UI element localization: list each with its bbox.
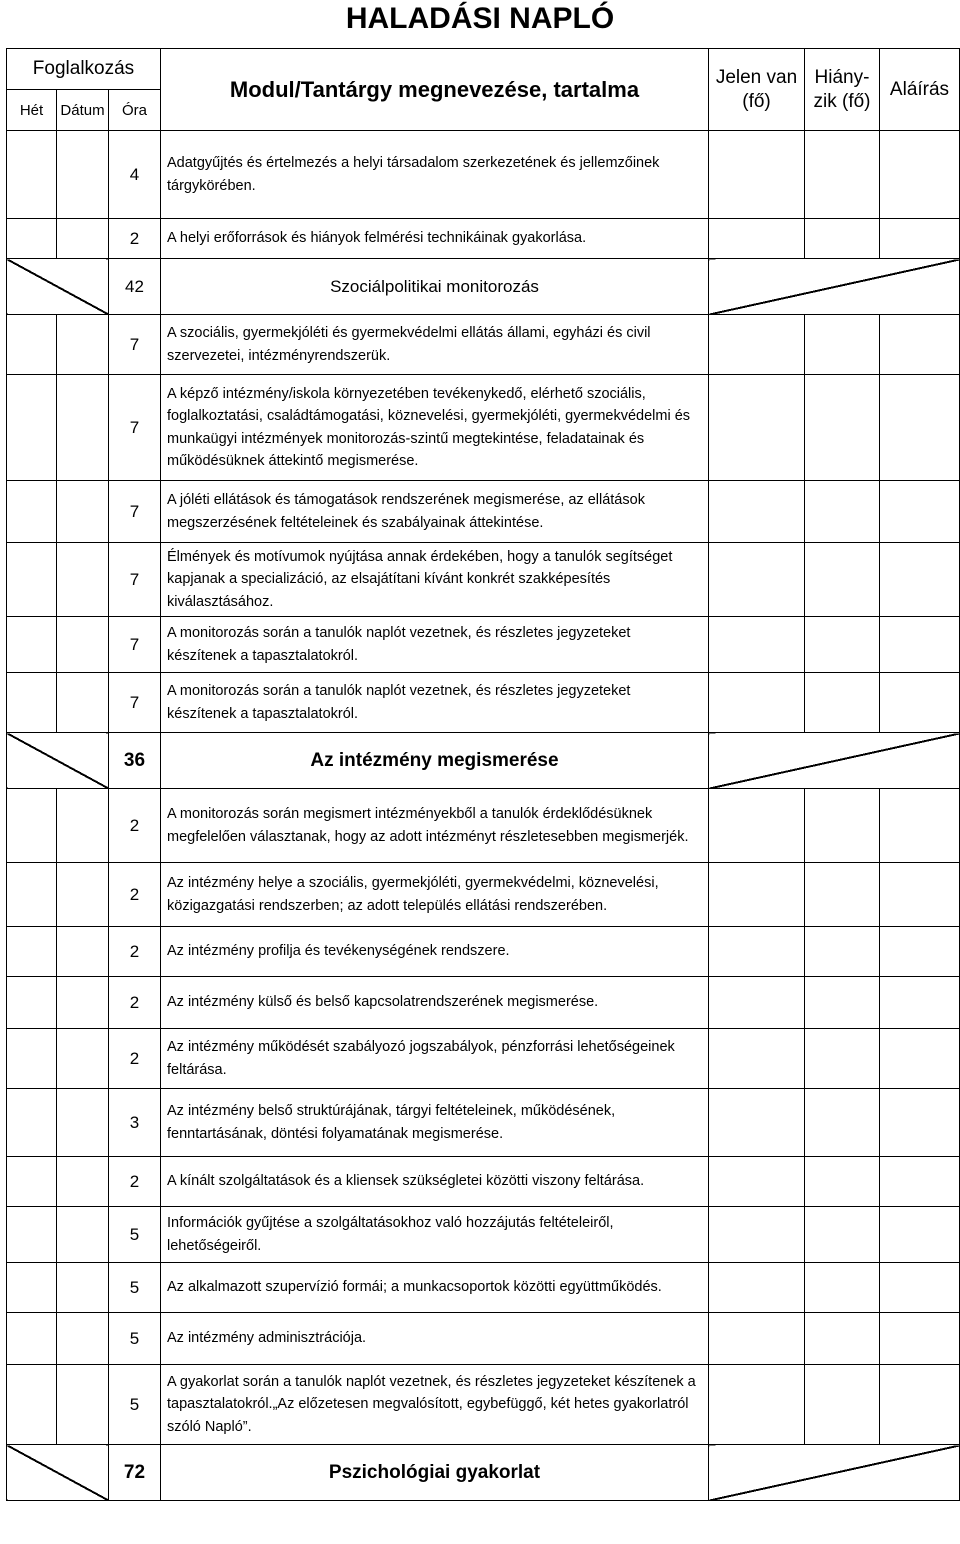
subject-cell: A monitorozás során megismert intézményekből a tanulók érdeklődésüknek megfelelően választanak, hogy az adott intézményt részletesebben megismerjék. <box>161 789 709 863</box>
week-cell[interactable] <box>7 1313 57 1365</box>
week-cell[interactable] <box>7 927 57 977</box>
absent-count-cell[interactable] <box>805 617 880 673</box>
date-cell[interactable] <box>57 1365 109 1445</box>
week-cell[interactable] <box>7 315 57 375</box>
section-diagonal-right <box>709 259 960 315</box>
table-row <box>7 219 960 259</box>
subject-cell: Az intézmény működését szabályozó jogszabályok, pénzforrási lehetőségeinek feltárása. <box>161 1029 709 1089</box>
table-row <box>7 131 960 219</box>
section-diagonal-right <box>709 733 960 789</box>
table-row <box>7 375 960 481</box>
hours-cell: 7 <box>109 543 161 617</box>
absent-count-cell[interactable] <box>805 375 880 481</box>
week-cell[interactable] <box>7 1207 57 1263</box>
hours-cell: 7 <box>109 315 161 375</box>
absent-count-cell[interactable] <box>805 543 880 617</box>
absent-count-cell[interactable] <box>805 219 880 259</box>
hours-cell: 7 <box>109 673 161 733</box>
table-row <box>7 927 960 977</box>
subject-cell: Az intézmény belső struktúrájának, tárgyi feltételeinek, működésének, fenntartásának, döntési folyamatának megismerése. <box>161 1089 709 1157</box>
absent-count-cell[interactable] <box>805 789 880 863</box>
date-cell[interactable] <box>57 315 109 375</box>
date-cell[interactable] <box>57 1263 109 1313</box>
table-row <box>7 1089 960 1157</box>
date-cell[interactable] <box>57 617 109 673</box>
present-count-cell[interactable] <box>709 1263 805 1313</box>
present-count-cell[interactable] <box>709 219 805 259</box>
page-title: HALADÁSI NAPLÓ <box>345 2 615 35</box>
present-count-cell[interactable] <box>709 1089 805 1157</box>
present-count-cell[interactable] <box>709 977 805 1029</box>
week-cell[interactable] <box>7 673 57 733</box>
section-header-row <box>7 259 960 315</box>
table-row <box>7 863 960 927</box>
hours-cell: 2 <box>109 1029 161 1089</box>
hours-cell: 3 <box>109 1089 161 1157</box>
present-count-cell[interactable] <box>709 481 805 543</box>
week-cell[interactable] <box>7 1263 57 1313</box>
date-cell[interactable] <box>57 1089 109 1157</box>
subject-cell: A monitorozás során a tanulók naplót vezetnek, és részletes jegyzeteket készítenek a tapasztalatokról. <box>161 617 709 673</box>
absent-count-cell[interactable] <box>805 1029 880 1089</box>
hours-cell: 5 <box>109 1365 161 1445</box>
week-cell[interactable] <box>7 375 57 481</box>
section-diagonal-left <box>7 1445 109 1501</box>
subject-cell: Élmények és motívumok nyújtása annak érdekében, hogy a tanulók segítséget kapjanak a specializáció, az elsajátítani kívánt konkrét szakképesítés kiválasztásához. <box>161 543 709 617</box>
hours-cell: 4 <box>109 131 161 219</box>
signature-cell[interactable] <box>880 977 960 1029</box>
date-cell[interactable] <box>57 1157 109 1207</box>
section-header-row <box>7 733 960 789</box>
signature-cell[interactable] <box>880 789 960 863</box>
present-count-cell[interactable] <box>709 927 805 977</box>
table-row <box>7 789 960 863</box>
section-header-row <box>7 1445 960 1501</box>
subject-cell: Az intézmény adminisztrációja. <box>161 1313 709 1365</box>
signature-cell[interactable] <box>880 673 960 733</box>
signature-cell[interactable] <box>880 375 960 481</box>
week-cell[interactable] <box>7 1029 57 1089</box>
absent-count-cell[interactable] <box>805 673 880 733</box>
date-cell[interactable] <box>57 863 109 927</box>
subject-cell: A gyakorlat során a tanulók naplót vezetnek, és részletes jegyzeteket készítenek a tapasztalatokról.„Az előzetesen megvalósított, egybefüggő, két hetes gyakorlatról szóló Napló”. <box>161 1365 709 1445</box>
subject-cell: A jóléti ellátások és támogatások rendszerének megismerése, az ellátások megszerzésének feltételeinek és szabályainak áttekintése. <box>161 481 709 543</box>
header-row <box>7 49 960 90</box>
date-cell[interactable] <box>57 789 109 863</box>
table-row <box>7 617 960 673</box>
header-signature: Aláírás <box>880 49 960 131</box>
present-count-cell[interactable] <box>709 1029 805 1089</box>
section-title: Pszichológiai gyakorlat <box>161 1445 709 1501</box>
table-row <box>7 481 960 543</box>
subject-cell: A kínált szolgáltatások és a kliensek szükségletei közötti viszony feltárása. <box>161 1157 709 1207</box>
progress-log-table <box>6 48 960 1501</box>
date-cell[interactable] <box>57 543 109 617</box>
subject-cell: Adatgyűjtés és értelmezés a helyi társadalom szerkezetének és jellemzőinek tárgykörében. <box>161 131 709 219</box>
header-present: Jelen van (fő) <box>709 49 805 131</box>
signature-cell[interactable] <box>880 1313 960 1365</box>
table-row <box>7 977 960 1029</box>
signature-cell[interactable] <box>880 1365 960 1445</box>
present-count-cell[interactable] <box>709 1207 805 1263</box>
header-absent: Hiány- zik (fő) <box>805 49 880 131</box>
signature-cell[interactable] <box>880 315 960 375</box>
subject-cell: Az intézmény profilja és tevékenységének rendszere. <box>161 927 709 977</box>
subject-cell: A képző intézmény/iskola környezetében tevékenykedő, elérhető szociális, foglalkoztatási, családtámogatási, köznevelési, gyermekjóléti, gyermekvédelmi és munkaügyi intézmények monitorozás-szintű megtekintése, feladatainak és működésüknek áttekintő megismerése. <box>161 375 709 481</box>
header-week: Hét <box>7 90 57 131</box>
header-activity: Foglalkozás <box>7 49 161 90</box>
section-hours: 42 <box>109 259 161 315</box>
table-row <box>7 543 960 617</box>
section-diagonal-right <box>709 1445 960 1501</box>
subject-cell: A monitorozás során a tanulók naplót vezetnek, és részletes jegyzeteket készítenek a tapasztalatokról. <box>161 673 709 733</box>
subject-cell: Az intézmény helye a szociális, gyermekjóléti, gyermekvédelmi, köznevelési, közigazgatási rendszerben; az adott település ellátási rendszerében. <box>161 863 709 927</box>
table-row <box>7 1157 960 1207</box>
hours-cell: 5 <box>109 1207 161 1263</box>
signature-cell[interactable] <box>880 219 960 259</box>
section-title: Az intézmény megismerése <box>161 733 709 789</box>
week-cell[interactable] <box>7 1365 57 1445</box>
table-row <box>7 315 960 375</box>
hours-cell: 2 <box>109 863 161 927</box>
subject-cell: Az alkalmazott szupervízió formái; a munkacsoportok közötti együttműködés. <box>161 1263 709 1313</box>
subject-cell: A helyi erőforrások és hiányok felmérési technikáinak gyakorlása. <box>161 219 709 259</box>
hours-cell: 5 <box>109 1263 161 1313</box>
absent-count-cell[interactable] <box>805 927 880 977</box>
week-cell[interactable] <box>7 789 57 863</box>
week-cell[interactable] <box>7 977 57 1029</box>
table-row <box>7 673 960 733</box>
header-hours: Óra <box>109 90 161 131</box>
absent-count-cell[interactable] <box>805 481 880 543</box>
present-count-cell[interactable] <box>709 617 805 673</box>
signature-cell[interactable] <box>880 1089 960 1157</box>
table-row <box>7 1313 960 1365</box>
present-count-cell[interactable] <box>709 543 805 617</box>
week-cell[interactable] <box>7 863 57 927</box>
present-count-cell[interactable] <box>709 1157 805 1207</box>
absent-count-cell[interactable] <box>805 131 880 219</box>
absent-count-cell[interactable] <box>805 863 880 927</box>
week-cell[interactable] <box>7 1089 57 1157</box>
section-diagonal-left <box>7 259 109 315</box>
date-cell[interactable] <box>57 375 109 481</box>
subject-cell: Információk gyűjtése a szolgáltatásokhoz való hozzájutás feltételeiről, lehetőségeiről. <box>161 1207 709 1263</box>
present-count-cell[interactable] <box>709 789 805 863</box>
week-cell[interactable] <box>7 131 57 219</box>
table-row <box>7 1029 960 1089</box>
present-count-cell[interactable] <box>709 315 805 375</box>
section-diagonal-left <box>7 733 109 789</box>
present-count-cell[interactable] <box>709 131 805 219</box>
date-cell[interactable] <box>57 219 109 259</box>
table-row <box>7 1207 960 1263</box>
date-cell[interactable] <box>57 131 109 219</box>
signature-cell[interactable] <box>880 1157 960 1207</box>
week-cell[interactable] <box>7 219 57 259</box>
signature-cell[interactable] <box>880 1029 960 1089</box>
absent-count-cell[interactable] <box>805 315 880 375</box>
hours-cell: 2 <box>109 927 161 977</box>
signature-cell[interactable] <box>880 927 960 977</box>
present-count-cell[interactable] <box>709 863 805 927</box>
hours-cell: 2 <box>109 219 161 259</box>
signature-cell[interactable] <box>880 481 960 543</box>
date-cell[interactable] <box>57 977 109 1029</box>
absent-count-cell[interactable] <box>805 1313 880 1365</box>
hours-cell: 5 <box>109 1313 161 1365</box>
date-cell[interactable] <box>57 927 109 977</box>
absent-count-cell[interactable] <box>805 1207 880 1263</box>
present-count-cell[interactable] <box>709 375 805 481</box>
hours-cell: 2 <box>109 977 161 1029</box>
section-hours: 72 <box>109 1445 161 1501</box>
section-title: Szociálpolitikai monitorozás <box>161 259 709 315</box>
week-cell[interactable] <box>7 617 57 673</box>
date-cell[interactable] <box>57 1207 109 1263</box>
table-row <box>7 1365 960 1445</box>
signature-cell[interactable] <box>880 1263 960 1313</box>
hours-cell: 7 <box>109 617 161 673</box>
table-row <box>7 1263 960 1313</box>
signature-cell[interactable] <box>880 863 960 927</box>
subject-cell: Az intézmény külső és belső kapcsolatrendszerének megismerése. <box>161 977 709 1029</box>
absent-count-cell[interactable] <box>805 1263 880 1313</box>
absent-count-cell[interactable] <box>805 977 880 1029</box>
week-cell[interactable] <box>7 1157 57 1207</box>
header-date: Dátum <box>57 90 109 131</box>
hours-cell: 2 <box>109 1157 161 1207</box>
hours-cell: 2 <box>109 789 161 863</box>
signature-cell[interactable] <box>880 543 960 617</box>
date-cell[interactable] <box>57 1313 109 1365</box>
present-count-cell[interactable] <box>709 1365 805 1445</box>
date-cell[interactable] <box>57 673 109 733</box>
absent-count-cell[interactable] <box>805 1089 880 1157</box>
subject-cell: A szociális, gyermekjóléti és gyermekvédelmi ellátás állami, egyházi és civil szervezetei, intézményrendszerük. <box>161 315 709 375</box>
date-cell[interactable] <box>57 481 109 543</box>
header-subject: Modul/Tantárgy megnevezése, tartalma <box>161 49 709 131</box>
signature-cell[interactable] <box>880 131 960 219</box>
date-cell[interactable] <box>57 1029 109 1089</box>
week-cell[interactable] <box>7 481 57 543</box>
signature-cell[interactable] <box>880 1207 960 1263</box>
hours-cell: 7 <box>109 481 161 543</box>
week-cell[interactable] <box>7 543 57 617</box>
present-count-cell[interactable] <box>709 673 805 733</box>
present-count-cell[interactable] <box>709 1313 805 1365</box>
absent-count-cell[interactable] <box>805 1365 880 1445</box>
signature-cell[interactable] <box>880 617 960 673</box>
section-hours: 36 <box>109 733 161 789</box>
absent-count-cell[interactable] <box>805 1157 880 1207</box>
hours-cell: 7 <box>109 375 161 481</box>
